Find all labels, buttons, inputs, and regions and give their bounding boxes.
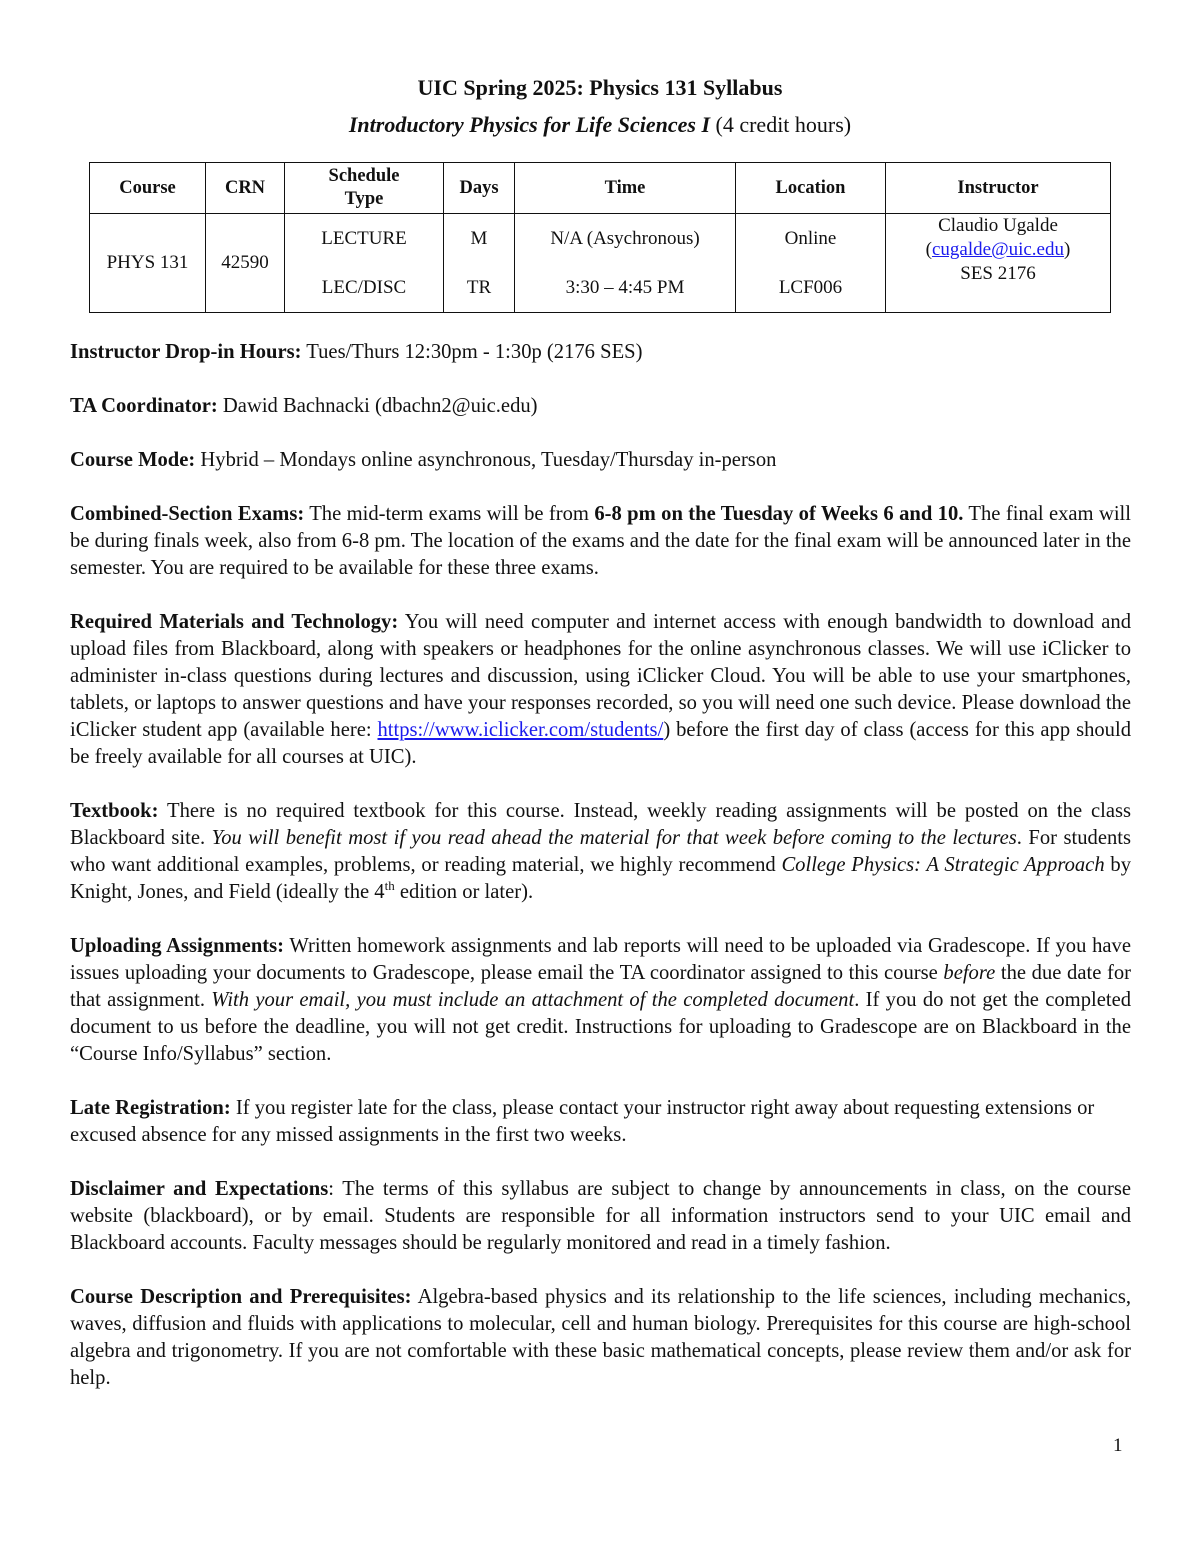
time-item: 3:30 – 4:45 PM xyxy=(565,277,685,298)
location-item: LCF006 xyxy=(778,277,843,298)
iclicker-link[interactable]: https://www.iclicker.com/students/ xyxy=(377,719,664,741)
instructor-office: SES 2176 xyxy=(960,263,1036,284)
document-subtitle xyxy=(0,111,1200,138)
header-time: Time xyxy=(515,163,736,214)
cell-instructor: Claudio Ugalde (cugalde@uic.edu) SES 2176 xyxy=(886,214,1111,313)
cell-course: PHYS 131 xyxy=(90,214,206,313)
header-crn: CRN xyxy=(206,163,285,214)
section-label: TA Coordinator: xyxy=(70,395,218,417)
cell-time xyxy=(515,214,736,313)
disclaimer-paragraph: Disclaimer and Expectations: The terms of this syllabus are subject to change by announcements in class, on the course website (blackboard), or by email. Students are responsible for all information instructors send to your UIC email and Blackboard accounts. Faculty messages should be regularly monitored and read in a timely fashion. xyxy=(70,1178,1131,1254)
days-item: TR xyxy=(466,277,492,298)
instructor-email-link[interactable]: cugalde@uic.edu xyxy=(932,239,1064,260)
section-label: Instructor Drop-in Hours: xyxy=(70,341,302,363)
location-item: Online xyxy=(784,228,837,249)
header-instructor: Instructor xyxy=(886,163,1111,214)
uploading-paragraph: Uploading Assignments: Written homework assignments and lab reports will need to be uploaded via Gradescope. If you have issues uploading your documents to Gradescope, please email the TA coordinator assigned to this course before the due date for that assignment. With your email, you must include an attachment of the completed document. If you do not get the completed document to us before the deadline, you will not get credit. Instructions for uploading to Gradescope are on Blackboard in the “Course Info/Syllabus” section. xyxy=(70,935,1132,1065)
header-days: Days xyxy=(444,163,515,214)
instructor-name: Claudio Ugalde xyxy=(938,215,1058,236)
late-registration-paragraph: Late Registration: If you register late for the class, please contact your instructor right away about requesting extensions or excused absence for any missed assignments in the first two weeks. xyxy=(70,1097,1095,1146)
header-location: Location xyxy=(736,163,886,214)
section-label: Combined-Section Exams: xyxy=(70,503,305,525)
credit-hours: (4 credit hours) xyxy=(710,112,852,137)
cell-days xyxy=(444,214,515,313)
schedule-type-item: LEC/DISC xyxy=(321,277,407,298)
section-label: Course Mode: xyxy=(70,449,196,471)
schedule-type-item: LECTURE xyxy=(321,228,407,249)
table-row xyxy=(90,214,1111,313)
header-schedule-type: Schedule Type xyxy=(285,163,444,214)
description-paragraph: Course Description and Prerequisites: Algebra-based physics and its relationship to the life sciences, including mechanics, waves, diffusion and fluids with applications to molecular, cell and human biology. Prerequisites for this course are high-school algebra and trigonometry. If you are not comfortable with these basic mathematical concepts, please review them and/or ask for help. xyxy=(70,1286,1131,1389)
cell-location xyxy=(736,214,886,313)
materials-paragraph: Required Materials and Technology: You will need computer and internet access with enough bandwidth to download and upload files from Blackboard, along with speakers or headphones for the online asynchronous classes. We will use iClicker to administer in-class questions during lectures and discussion, using iClicker Cloud. You will be able to use your smartphones, tablets, or laptops to answer questions and have your responses recorded, so you will need one such device. Please download the iClicker student app (available here: https://www.iclicker.com/students/) before the first day of class (access for this app should be freely available for all courses at UIC). xyxy=(70,611,1131,768)
section-label: Late Registration: xyxy=(70,1097,231,1119)
textbook-paragraph: Textbook: There is no required textbook for this course. Instead, weekly reading assignments will be posted on the class Blackboard site. You will benefit most if you read ahead the material for that week before coming to the lectures. For students who want additional examples, problems, or reading material, we highly recommend College Physics: A Strategic Approach by Knight, Jones, and Field (ideally the 4th edition or later). xyxy=(70,800,1131,903)
exams-paragraph: Combined-Section Exams: The mid-term exams will be from 6-8 pm on the Tuesday of Weeks 6 and 10. The final exam will be during finals week, also from 6-8 pm. The location of the exams and the date for the final exam will be announced later in the semester. You are required to be available for these three exams. xyxy=(70,503,1131,579)
days-item: M xyxy=(470,228,488,249)
section-label: Uploading Assignments: xyxy=(70,935,285,957)
course-mode-paragraph: Course Mode: Hybrid – Mondays online asynchronous, Tuesday/Thursday in-person xyxy=(70,449,777,471)
table-header-row xyxy=(90,163,1111,214)
ta-coordinator-paragraph: TA Coordinator: Dawid Bachnacki (dbachn2@uic.edu) xyxy=(70,395,538,417)
document-title: UIC Spring 2025: Physics 131 Syllabus xyxy=(417,75,783,100)
section-label: Required Materials and Technology: xyxy=(70,611,399,633)
course-info-table xyxy=(89,162,1111,313)
header-course: Course xyxy=(90,163,206,214)
section-label: Textbook: xyxy=(70,800,159,822)
section-label: Disclaimer and Expectations xyxy=(70,1178,329,1200)
page-number: 1 xyxy=(1113,1435,1123,1456)
syllabus-body xyxy=(70,339,1131,1419)
cell-schedule-type xyxy=(285,214,444,313)
dropin-hours-paragraph: Instructor Drop-in Hours: Tues/Thurs 12:30pm - 1:30p (2176 SES) xyxy=(70,341,643,363)
course-name: Introductory Physics for Life Sciences I xyxy=(348,112,711,137)
time-item: N/A (Asychronous) xyxy=(550,228,700,249)
section-label: Course Description and Prerequisites: xyxy=(70,1286,412,1308)
cell-crn: 42590 xyxy=(206,214,285,313)
